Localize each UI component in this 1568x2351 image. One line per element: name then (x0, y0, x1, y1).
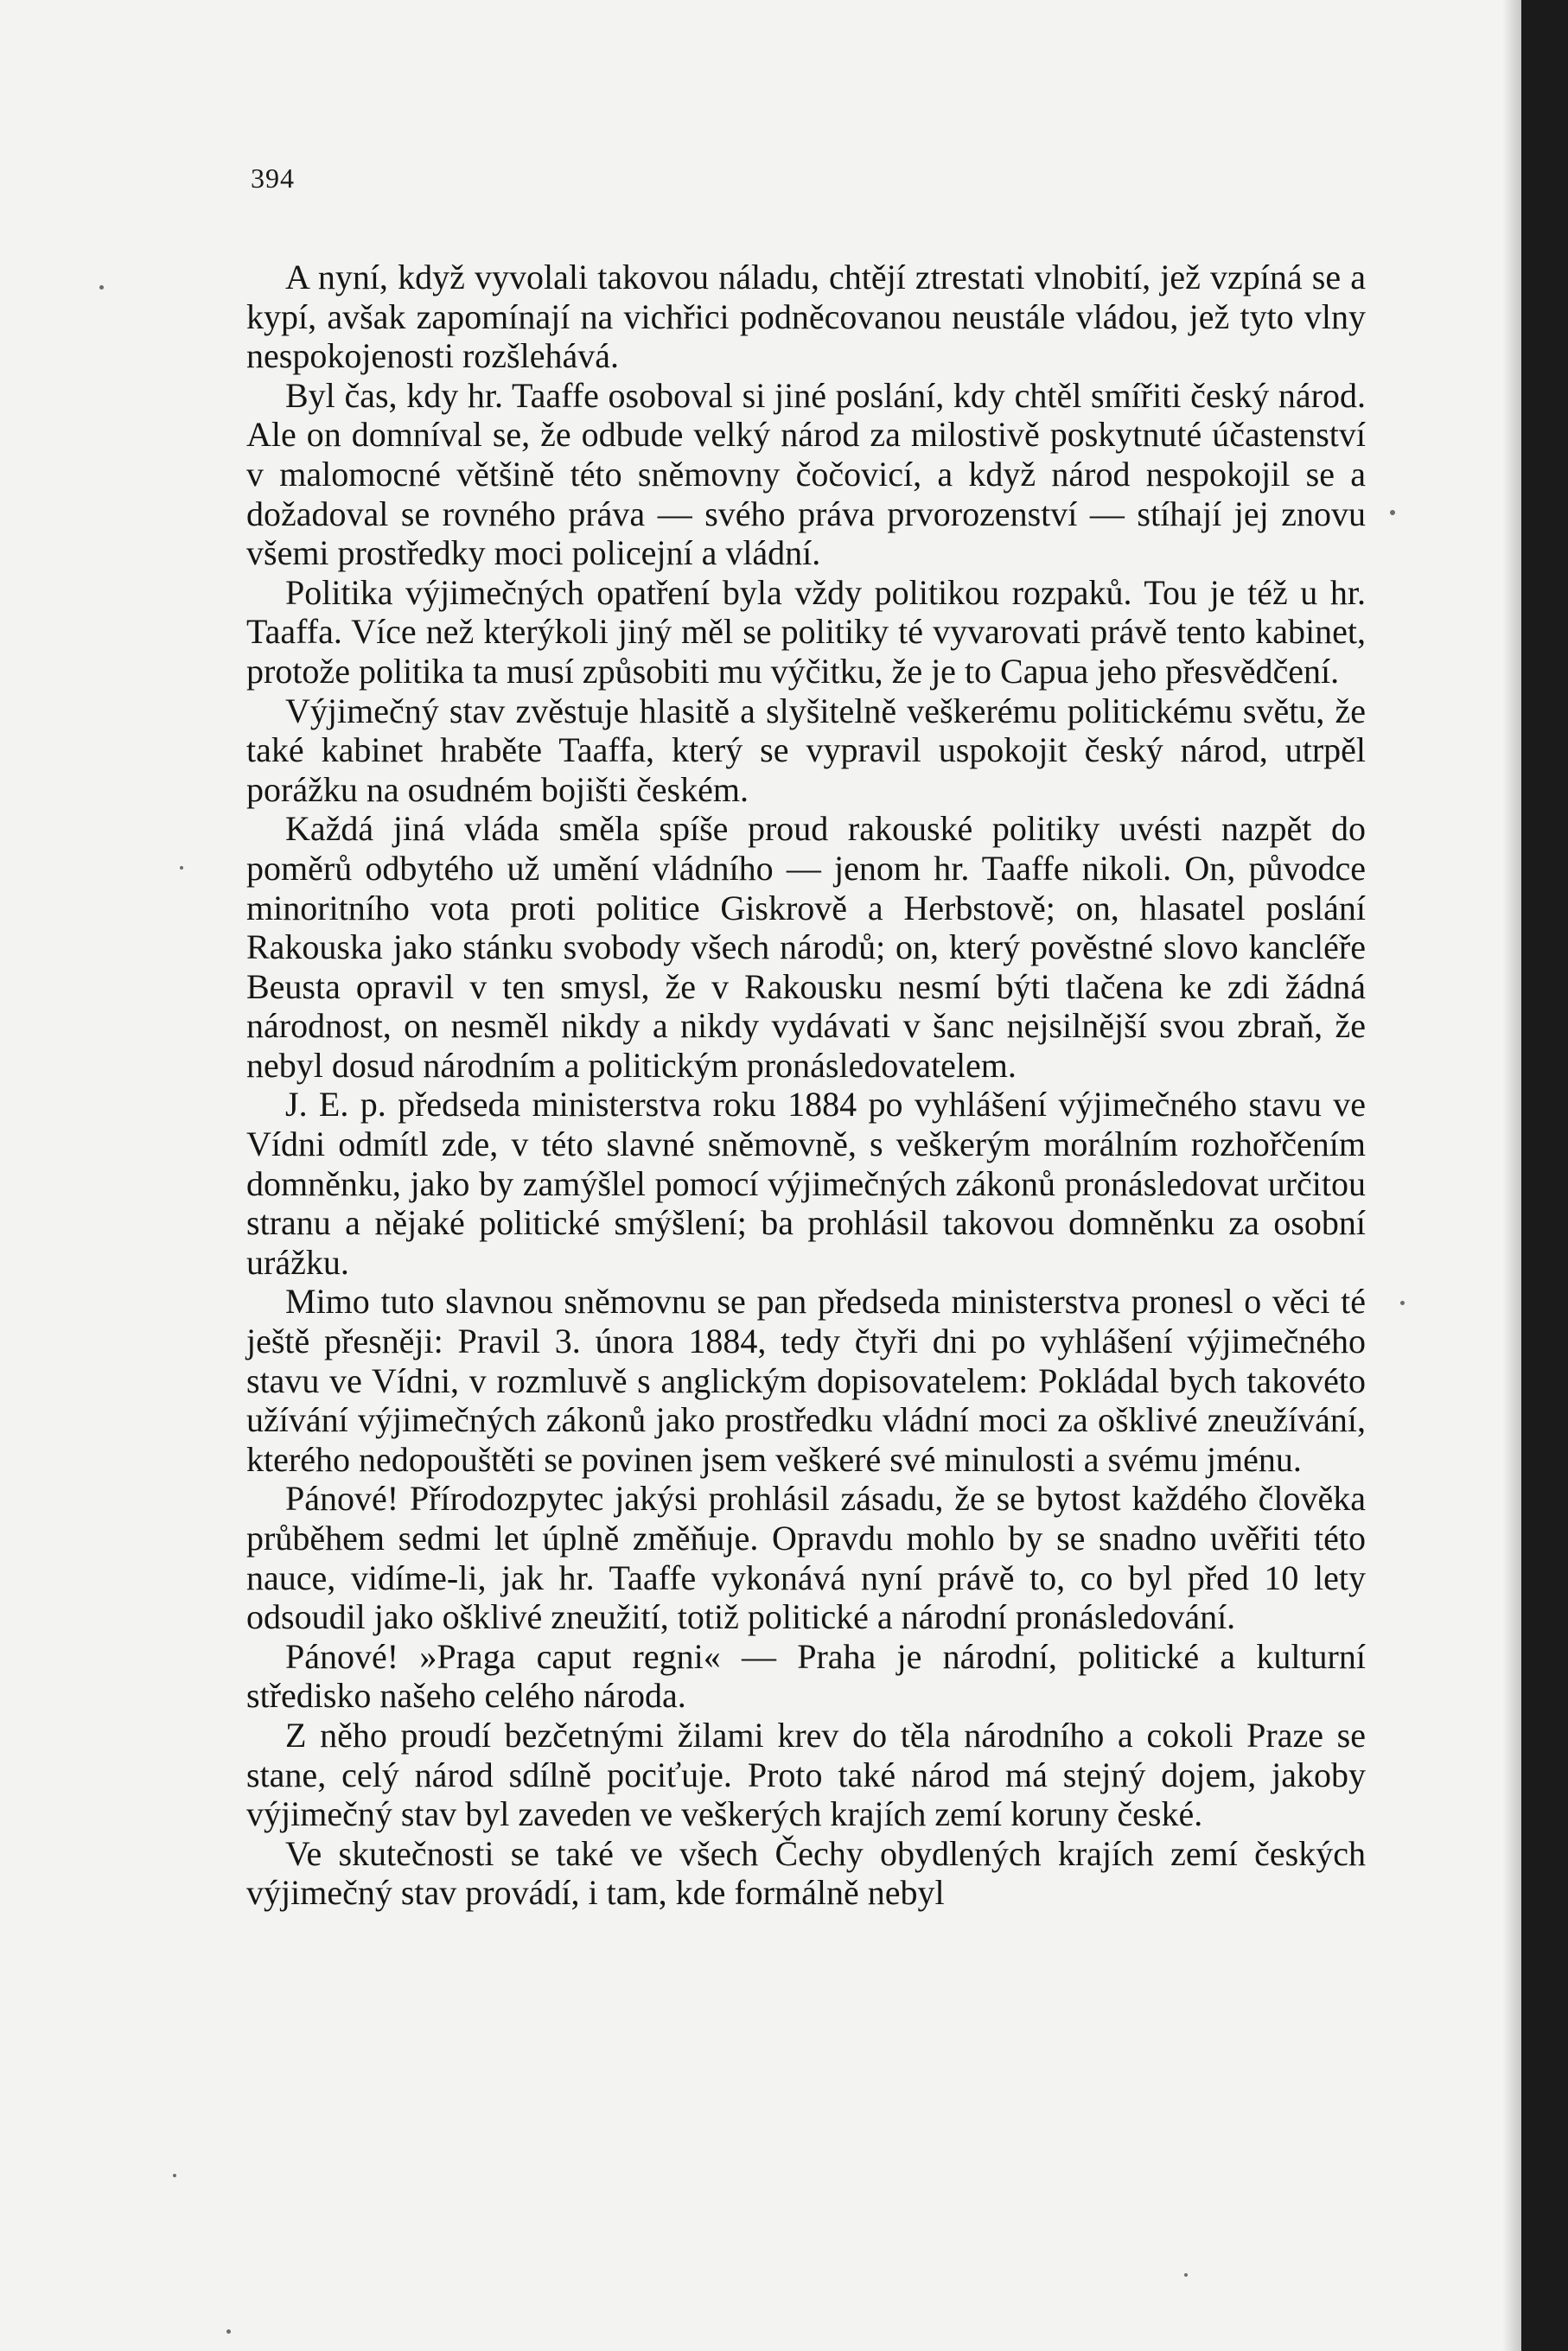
scan-speck (1390, 510, 1395, 515)
scan-speck (1400, 1301, 1405, 1305)
page-number: 394 (251, 162, 295, 194)
paragraph: Byl čas, kdy hr. Taaffe osoboval si jiné poslání, kdy chtěl smířiti český národ. Ale on domníval se, že odbude velký národ za milostivě poskytnuté účastenství v malomocné většině této sněmovny čočovicí, a když národ nespokojil se a dožadoval se rovného práva — svého práva prvorozenství — stíhají jej znovu všemi prostředky moci policejní a vládní. (246, 375, 1366, 573)
paragraph: A nyní, když vyvolali takovou náladu, chtějí ztrestati vlnobití, jež vzpíná se a kypí, avšak zapomínají na vichřici podněcovanou neustále vládou, jež tyto vlny nespokojenosti rozšlehává. (246, 258, 1366, 376)
paragraph: Politika výjimečných opatření byla vždy politikou rozpaků. Tou je též u hr. Taaffa. Více než kterýkoli jiný měl se politiky té vyvarovati právě tento kabinet, protože politika ta musí způsobiti mu výčitku, že je to Capua jeho přesvědčení. (246, 572, 1366, 691)
paragraph: Mimo tuto slavnou sněmovnu se pan předseda ministerstva pronesl o věci té ještě přesněji: Pravil 3. února 1884, tedy čtyři dni po vyhlášení výjimečného stavu ve Vídni, v rozmluvě s anglickým dopisovatelem: Pokládal bych takovéto užívání výjimečných zákonů jako prostředku vládní moci za ošklivé zneužívání, kterého nedopouštěti se povinen jsem veškeré své minulosti a svému jménu. (246, 1282, 1366, 1479)
scan-speck (99, 285, 104, 290)
scan-speck (226, 2329, 231, 2334)
scan-speck (180, 866, 183, 870)
paragraph: Ve skutečnosti se také ve všech Čechy obydlených krajích zemí českých výjimečný stav provádí, i tam, kde formálně nebyl (246, 1833, 1366, 1913)
paragraph: Pánové! Přírodozpytec jakýsi prohlásil zásadu, že se bytost každého člověka průběhem sedmi let úplně změňuje. Opravdu mohlo by se snadno uvěřiti této nauce, vidíme-li, jak hr. Taaffe vykonává nyní právě to, co byl před 10 lety odsoudil jako ošklivé zneužití, totiž politické a národní pronásledování. (246, 1479, 1366, 1637)
paragraph: Z něho proudí bezčetnými žilami krev do těla národního a cokoli Praze se stane, celý národ sdílně pociťuje. Proto také národ má stejný dojem, jakoby výjimečný stav byl zaveden ve veškerých krajích zemí koruny české. (246, 1715, 1366, 1834)
scan-speck (173, 2174, 176, 2177)
paragraph: Pánové! »Praga caput regni« — Praha je národní, politické a kulturní středisko našeho celého národa. (246, 1636, 1366, 1716)
scan-speck (1184, 2273, 1188, 2277)
paragraph: Každá jiná vláda směla spíše proud rakouské politiky uvésti nazpět do poměrů odbytého už umění vládního — jenom hr. Taaffe nikoli. On, původce minoritního vota proti politice Giskrově a Herbstově; on, hlasatel poslání Rakouska jako stánku svobody všech národů; on, který pověstné slovo kancléře Beusta opravil v ten smysl, že v Rakousku nesmí býti tlačena ke zdi žádná národnost, on nesměl nikdy a nikdy vydávati v šanc nejsilnější svou zbraň, že nebyl dosud národním a politickým pronásledovatelem. (246, 809, 1366, 1085)
paragraph: Výjimečný stav zvěstuje hlasitě a slyšitelně veškerému politickému světu, že také kabinet hraběte Taaffa, který se vypravil uspokojit český národ, utrpěl porážku na osudném bojišti českém. (246, 691, 1366, 809)
page-edge-shadow (1502, 0, 1521, 2351)
paragraph: J. E. p. předseda ministerstva roku 1884 po vyhlášení výjimečného stavu ve Vídni odmítl zde, v této slavné sněmovně, s veškerým morálním rozhořčením domněnku, jako by zamýšlel pomocí výjimečných zákonů pronásledovat určitou stranu a nějaké politické smýšlení; ba prohlásil takovou domněnku za osobní urážku. (246, 1085, 1366, 1282)
body-text (246, 258, 1366, 1913)
